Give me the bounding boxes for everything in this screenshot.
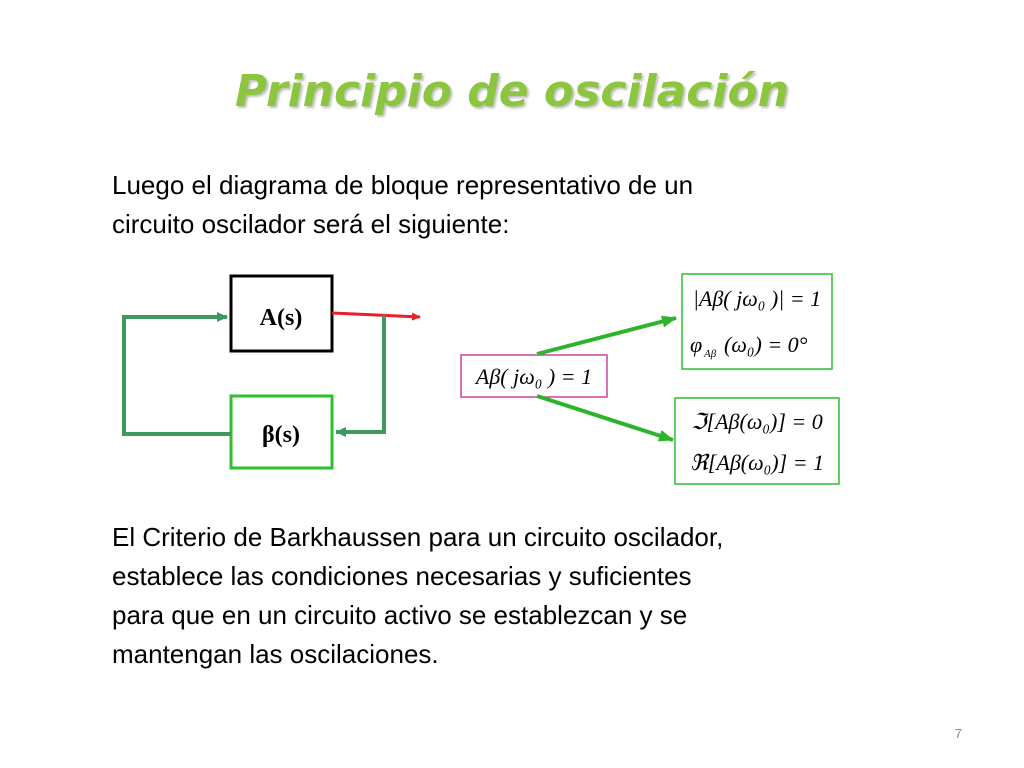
feedback-path-right [336, 315, 384, 432]
barkhausen-line-3: para que en un circuito activo se establezcan y se [112, 600, 688, 630]
imag-real-conditions [675, 398, 839, 484]
intro-line-1: Luego el diagrama de bloque representativo de un [112, 170, 694, 200]
center-equation [461, 355, 607, 397]
real-condition: ℜ[Aβ(ω₀)] = 1 [689, 450, 825, 475]
feedback-path-left [124, 317, 231, 434]
barkhausen-line-2: establece las condiciones necesarias y suficientes [112, 561, 692, 591]
barkhausen-line-1: El Criterio de Barkhaussen para un circuito oscilador, [112, 522, 724, 552]
intro-line-2: circuito oscilador será el siguiente: [112, 209, 510, 239]
phase-symbol: φ [690, 332, 703, 357]
page-number: 7 [954, 726, 962, 741]
arrow-to-imag-real [537, 396, 673, 440]
phase-subscript: Aβ [704, 348, 717, 360]
block-a-label: A(s) [259, 305, 303, 331]
block-a [231, 276, 332, 351]
center-equation-text: Aβ( jω₀ ) = 1 [475, 364, 593, 389]
magnitude-condition: |Aβ( jω₀ )| = 1 [692, 286, 822, 311]
barkhausen-paragraph [112, 518, 723, 674]
arrow-to-magnitude-phase [537, 318, 676, 354]
imaginary-condition: ℑ[Aβ(ω₀)] = 0 [691, 409, 823, 434]
block-beta-label: β(s) [262, 422, 300, 448]
slide-title: Principio de oscilación [234, 66, 790, 117]
barkhausen-line-4: mantengan las oscilaciones. [112, 639, 439, 669]
block-beta [231, 396, 332, 468]
phase-condition: (ω₀) = 0° [724, 332, 808, 357]
output-arrow [332, 313, 420, 317]
magnitude-phase-conditions [682, 274, 832, 369]
